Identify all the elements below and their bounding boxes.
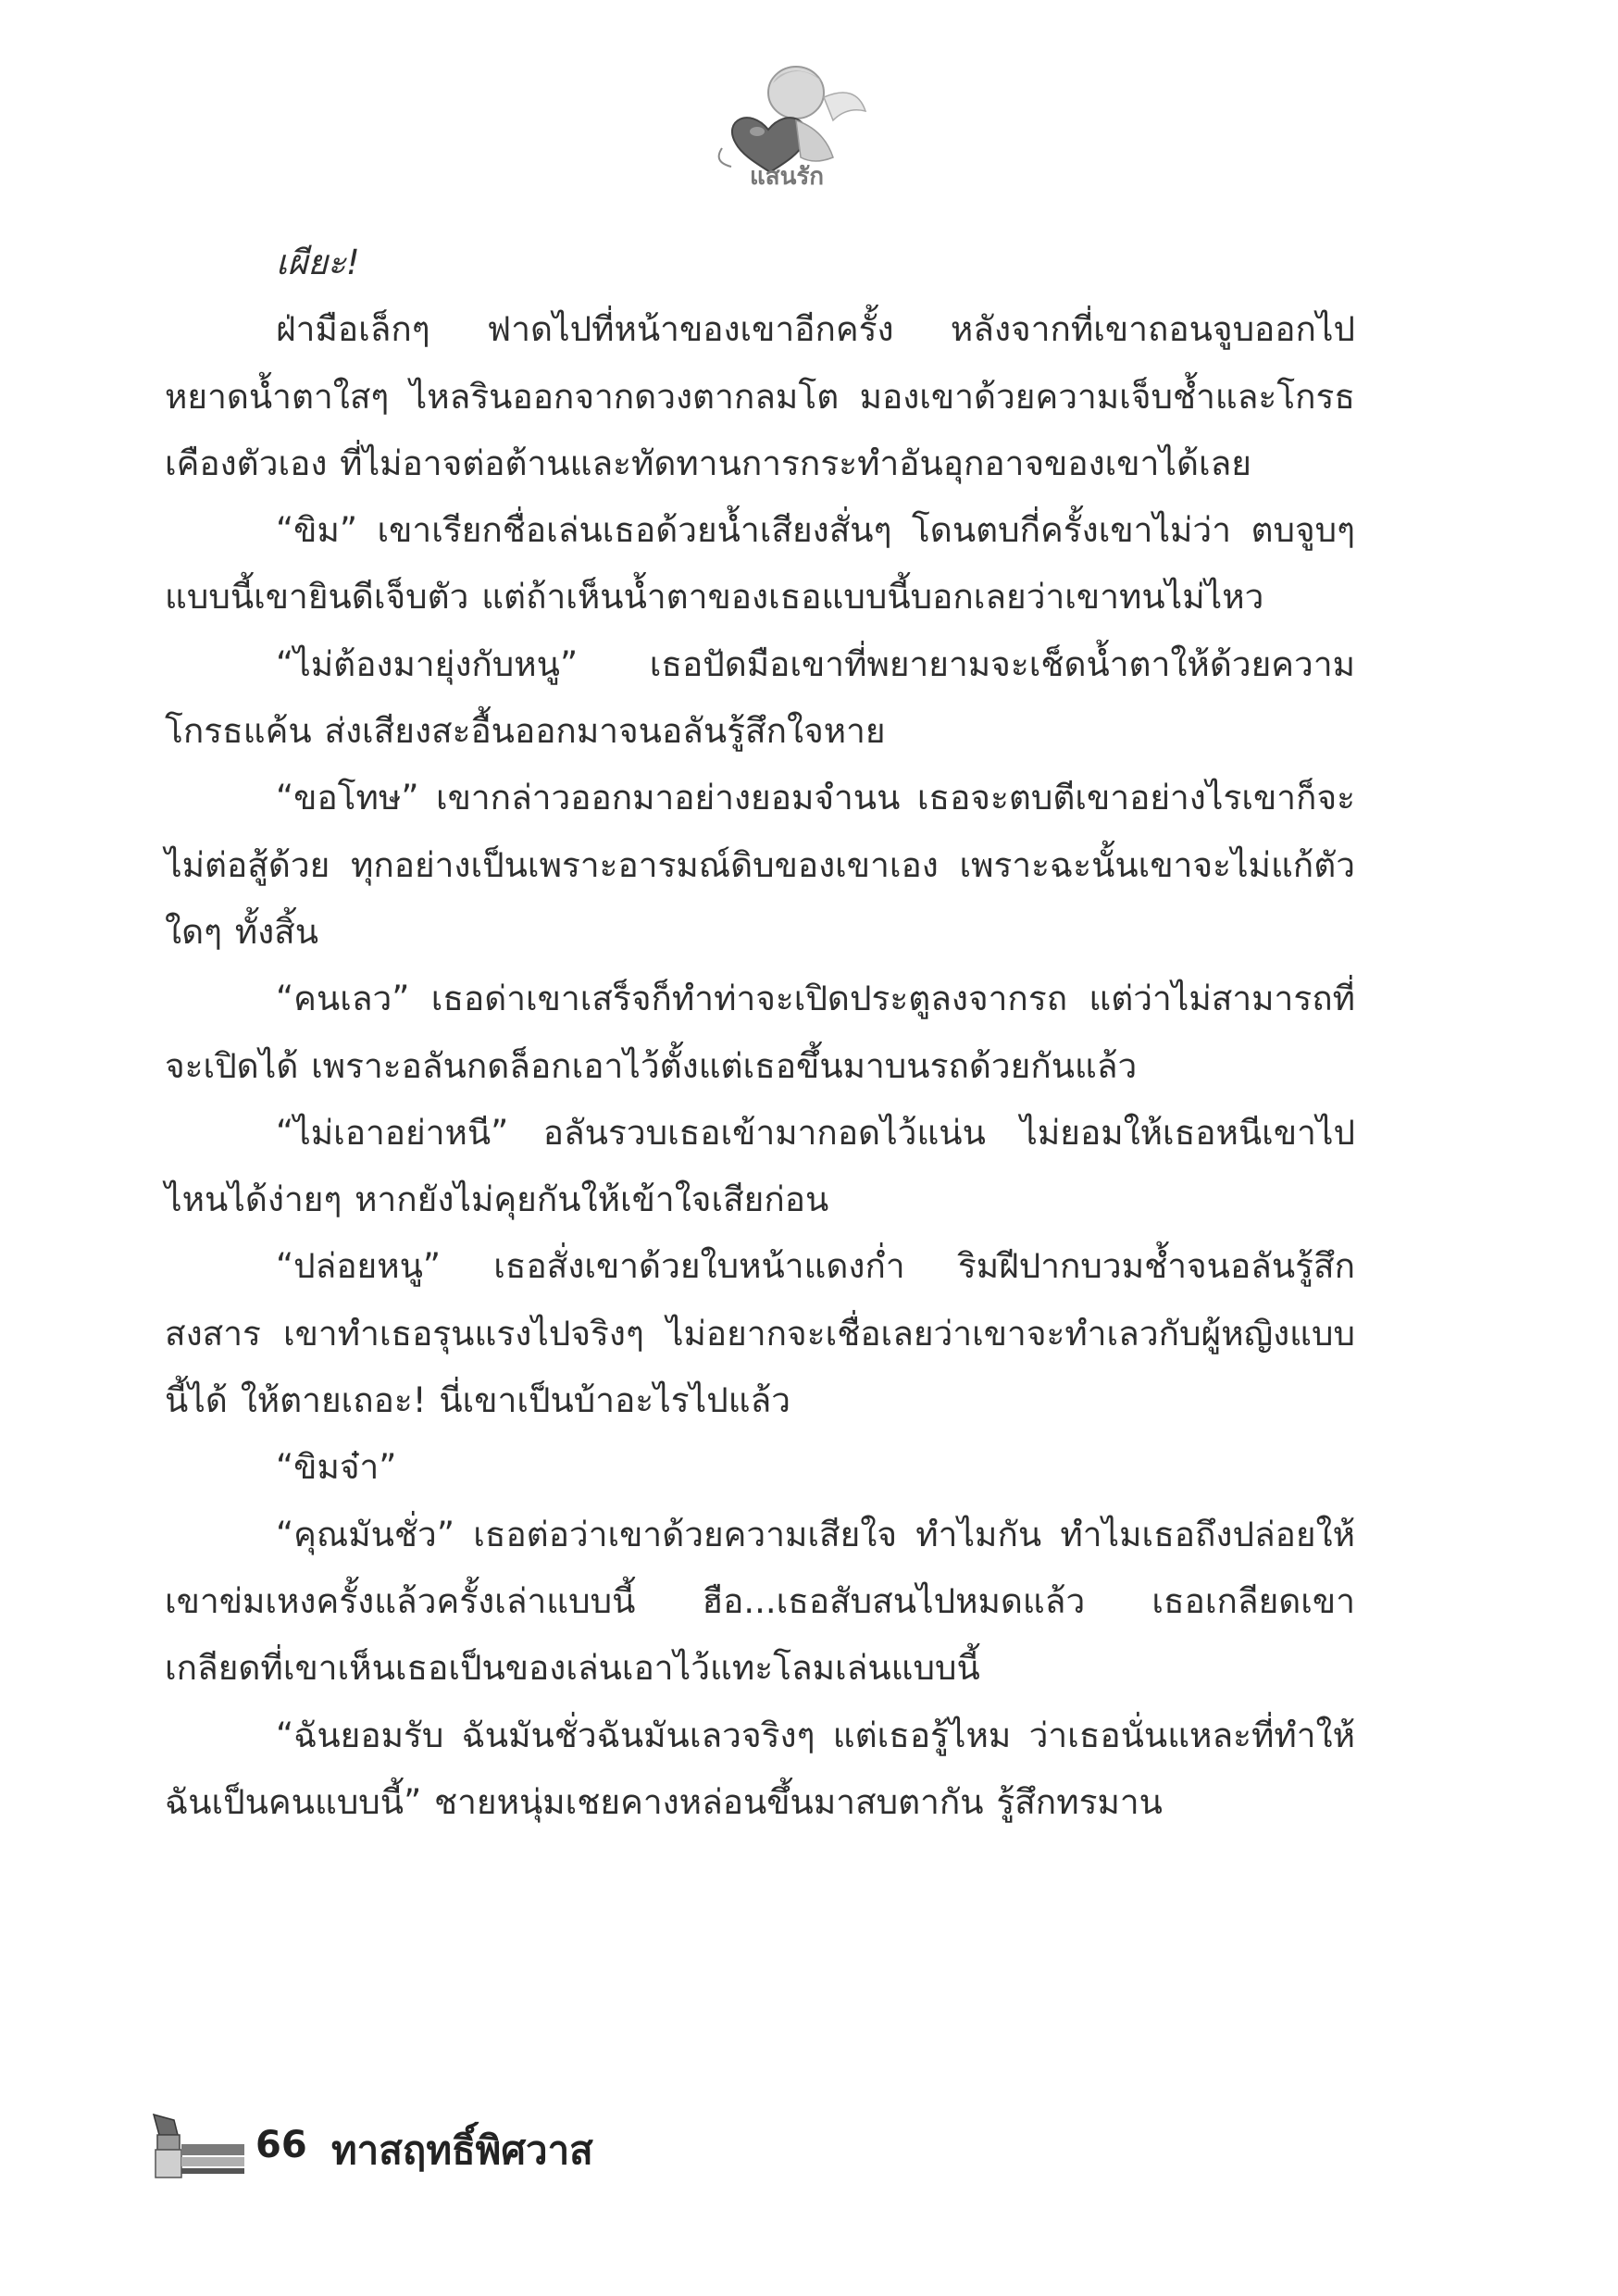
paragraph: “คนเลว” เธอด่าเขาเสร็จก็ทำท่าจะเปิดประตูลงจากรถ แต่ว่าไม่สามารถที่จะเปิดได้ เพราะอลันกดล็อกเอาไว้ตั้งแต่เธอขึ้นมาบนรถด้วยกันแล้ว <box>165 979 1355 1086</box>
paragraph: เผียะ! <box>276 243 360 282</box>
page-number: 66 <box>255 2124 307 2166</box>
paragraph: “คุณมันชั่ว” เธอต่อว่าเขาด้วยความเสียใจ ทำไมกัน ทำไมเธอถึงปล่อยให้เขาข่มเหงครั้งแล้วครั้งเล่าแบบนี้ ฮือ...เธอสับสนไปหมดแล้ว เธอเกลียดเขา เกลียดที่เขาเห็นเธอเป็นของเล่นเอาไว้แทะโลมเล่นแบบนี้ <box>165 1514 1355 1689</box>
paragraph: “ฉันยอมรับ ฉันมันชั่วฉันมันเลวจริงๆ แต่เธอรู้ไหม ว่าเธอนั่นแหละที่ทำให้ฉันเป็นคนแบบนี้” ชายหนุ่มเชยคางหล่อนขึ้นมาสบตากัน รู้สึกทรมาน <box>165 1715 1355 1822</box>
paragraph: ฝ่ามือเล็กๆ ฟาดไปที่หน้าของเขาอีกครั้ง หลังจากที่เขาถอนจูบออกไป หยาดน้ำตาใสๆ ไหลรินออกจากดวงตากลมโต มองเขาด้วยความเจ็บช้ำและโกรธเคืองตัวเอง ที่ไม่อาจต่อต้านและทัดทานการกระทำอันอุกอาจของเขาได้เลย <box>165 309 1355 483</box>
publisher-logo <box>685 56 889 194</box>
book-title: ทาสฤทธิ์พิศวาส <box>331 2128 593 2173</box>
paragraph: “ไม่เอาอย่าหนี” อลันรวบเธอเข้ามากอดไว้แน่น ไม่ยอมให้เธอหนีเขาไปไหนได้ง่ายๆ หากยังไม่คุยกันให้เข้าใจเสียก่อน <box>165 1112 1355 1220</box>
page-footer <box>146 2107 794 2190</box>
paragraph: “ขิมจ๋า” <box>276 1447 397 1488</box>
paragraph: “ขิม” เขาเรียกชื่อเล่นเธอด้วยน้ำเสียงสั่นๆ โดนตบกี่ครั้งเขาไม่ว่า ตบจูบๆ แบบนี้เขายินดีเจ็บตัว แต่ถ้าเห็นน้ำตาของเธอแบบนี้บอกเลยว่าเขาทนไม่ไหว <box>165 510 1355 618</box>
body-text <box>165 230 1355 1836</box>
paragraph: “ไม่ต้องมายุ่งกับหนู” เธอปัดมือเขาที่พยายามจะเช็ดน้ำตาให้ด้วยความโกรธแค้น ส่งเสียงสะอื้นออกมาจนอลันรู้สึกใจหาย <box>165 643 1355 752</box>
paragraph: “ขอโทษ” เขากล่าวออกมาอย่างยอมจำนน เธอจะตบตีเขาอย่างไรเขาก็จะไม่ต่อสู้ด้วย ทุกอย่างเป็นเพราะอารมณ์ดิบของเขาเอง เพราะฉะนั้นเขาจะไม่แก้ตัวใดๆ ทั้งสิ้น <box>165 778 1355 952</box>
lipstick-icon <box>146 2107 248 2181</box>
paragraph: “ปล่อยหนู” เธอสั่งเขาด้วยใบหน้าแดงก่ำ ริมฝีปากบวมช้ำจนอลันรู้สึกสงสาร เขาทำเธอรุนแรงไปจริงๆ ไม่อยากจะเชื่อเลยว่าเขาจะทำเลวกับผู้หญิงแบบนี้ได้ ให้ตายเถอะ! นี่เขาเป็นบ้าอะไรไปแล้ว <box>165 1246 1355 1421</box>
logo-text: แสนรัก <box>749 163 825 191</box>
